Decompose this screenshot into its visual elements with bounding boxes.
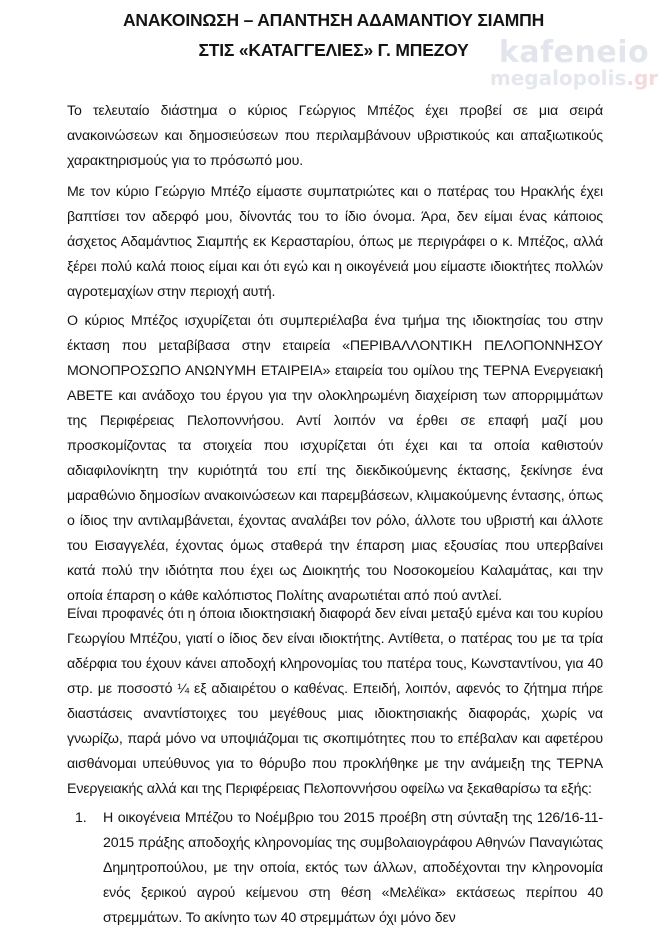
watermark-bottom-text [484, 68, 664, 88]
watermark-domain: megalopolis [489, 66, 627, 90]
paragraph-intro: Το τελευταίο διάστημα ο κύριος Γεώργιος Μπέζος έχει προβεί σε μια σειρά ανακοινώσεων και δημοσιεύσεων που περιλαμβάνουν υβριστικούς και απαξιωτικούς χαρακτηρισμούς για το πρόσωπό μου. [67, 103, 603, 169]
site-watermark [484, 35, 664, 90]
list-item-text: Η οικογένεια Μπέζου το Νοέμβριο του 2015 προέβη στη σύνταξη της 126/16-11-2015 πράξης αποδοχής κληρονομίας της συμβολαιογράφου Αθηνών Παναγιώτας Δημητροπούλου, με την οποία, εκτός των άλλων, αποδέχονται την κληρονομία ενός ξερικού αγρού κείμενου στη θέση «Μελέϊκα» εκτάσεως περίπου 40 στρεμμάτων. Το ακίνητο των 40 στρεμμάτων όχι μόνο δεν [103, 810, 603, 926]
document-title-line2: ΣΤΙΣ «ΚΑΤΑΓΓΕΛΙΕΣ» Γ. ΜΠΕΖΟΥ [198, 40, 469, 60]
paragraph-relationship: Με τον κύριο Γεώργιο Μπέζο είμαστε συμπατριώτες και ο πατέρας του Ηρακλής έχει βαπτίσει τον αδερφό μου, δίνοντάς του το ίδιο όνομα. Άρα, δεν είμαι ένας κάποιος άσχετος Αδαμάντιος Σιαμπής εκ Κερασταρίου, όπως με περιγράφει ο κ. Μπέζος, αλλά ξέρει πολύ καλά ποιος είμαι και ότι εγώ και η οικογένειά μου είμαστε ιδιοκτήτες πολλών αγροτεμαχίων στην περιοχή αυτή. [67, 184, 603, 300]
watermark-top-text: kafeneio [498, 35, 650, 70]
paragraph-claims: Ο κύριος Μπέζος ισχυρίζεται ότι συμπεριέλαβα ένα τμήμα της ιδιοκτησίας του στην έκταση που μεταβίβασα στην εταιρεία «ΠΕΡΙΒΑΛΛΟΝΤΙΚΗ ΠΕΛΟΠΟΝΝΗΣΟΥ ΜΟΝΟΠΡΟΣΩΠΟ ΑΝΩΝΥΜΗ ΕΤΑΙΡΕΙΑ» εταιρεία του ομίλου της ΤΕΡΝΑ Ενεργειακή ΑΒΕΤΕ και ανάδοχο του έργου για την ολοκληρωμένη διαχείριση των απορριμμάτων της Περιφέρειας Πελοποννήσου. Αντί λοιπόν να έρθει σε επαφή μαζί μου προσκομίζοντας τα στοιχεία που ισχυρίζεται ότι έχει και τα οποία καθιστούν αδιαφιλονίκητη την κυριότητά του επί της διεκδικούμενης έκτασης, ξεκίνησε ένα μαραθώνιο δημοσίων ανακοινώσεων και παρεμβάσεων, κλιμακούμενης έντασης, όπως ο ίδιος την αντιλαμβάνεται, έχοντας αναλάβει τον ρόλο, άλλοτε του υβριστή και άλλοτε του Εισαγγελέα, έχοντας όμως σταθερά την έπαρση μιας εξουσίας που υπερβαίνει κατά πολύ την ιδιότητα που έχει ως Διοικητής του Νοσοκομείου Καλαμάτας, και την οποία έπαρση ο κάθε καλόπιστος Πολίτης αναρωτιέται από πού αντλεί. [67, 313, 603, 604]
list-item-number: 1. [75, 810, 87, 826]
paragraph-clarification: Είναι προφανές ότι η όποια ιδιοκτησιακή διαφορά δεν είναι μεταξύ εμένα και του κυρίου Γεωργίου Μπέζου, γιατί ο ίδιος δεν είναι ιδιοκτήτης. Αντίθετα, ο πατέρας του με τα τρία αδέρφια του έχουν κάνει αποδοχή κληρονομίας του πατέρα τους, Κωνσταντίνου, για 40 στρ. με ποσοστό ¼ εξ αδιαιρέτου ο καθένας. Επειδή, λοιπόν, αφενός το ζήτημα πήρε διαστάσεις αναντίστοιχες του μεγέθους μιας ιδιοκτησιακής διαφοράς, χωρίς να γνωρίζω, παρά μόνο να υποψιάζομαι τις σκοπιμότητες που το επέβαλαν και αφετέρου αισθάνομαι υπεύθυνος για το θόρυβο που προκλήθηκε με την ανάμειξη της ΤΕΡΝΑ Ενεργειακής αλλά και της Περιφέρειας Πελοποννήσου οφείλω να ξεκαθαρίσω τα εξής: [67, 606, 603, 797]
document-title-line1: ΑΝΑΚΟΙΝΩΣΗ – ΑΠΑΝΤΗΣΗ ΑΔΑΜΑΝΤΙΟΥ ΣΙΑΜΠΗ [122, 10, 545, 30]
watermark-tld: .gr [626, 66, 659, 90]
numbered-list [67, 806, 603, 931]
list-item [67, 806, 603, 931]
